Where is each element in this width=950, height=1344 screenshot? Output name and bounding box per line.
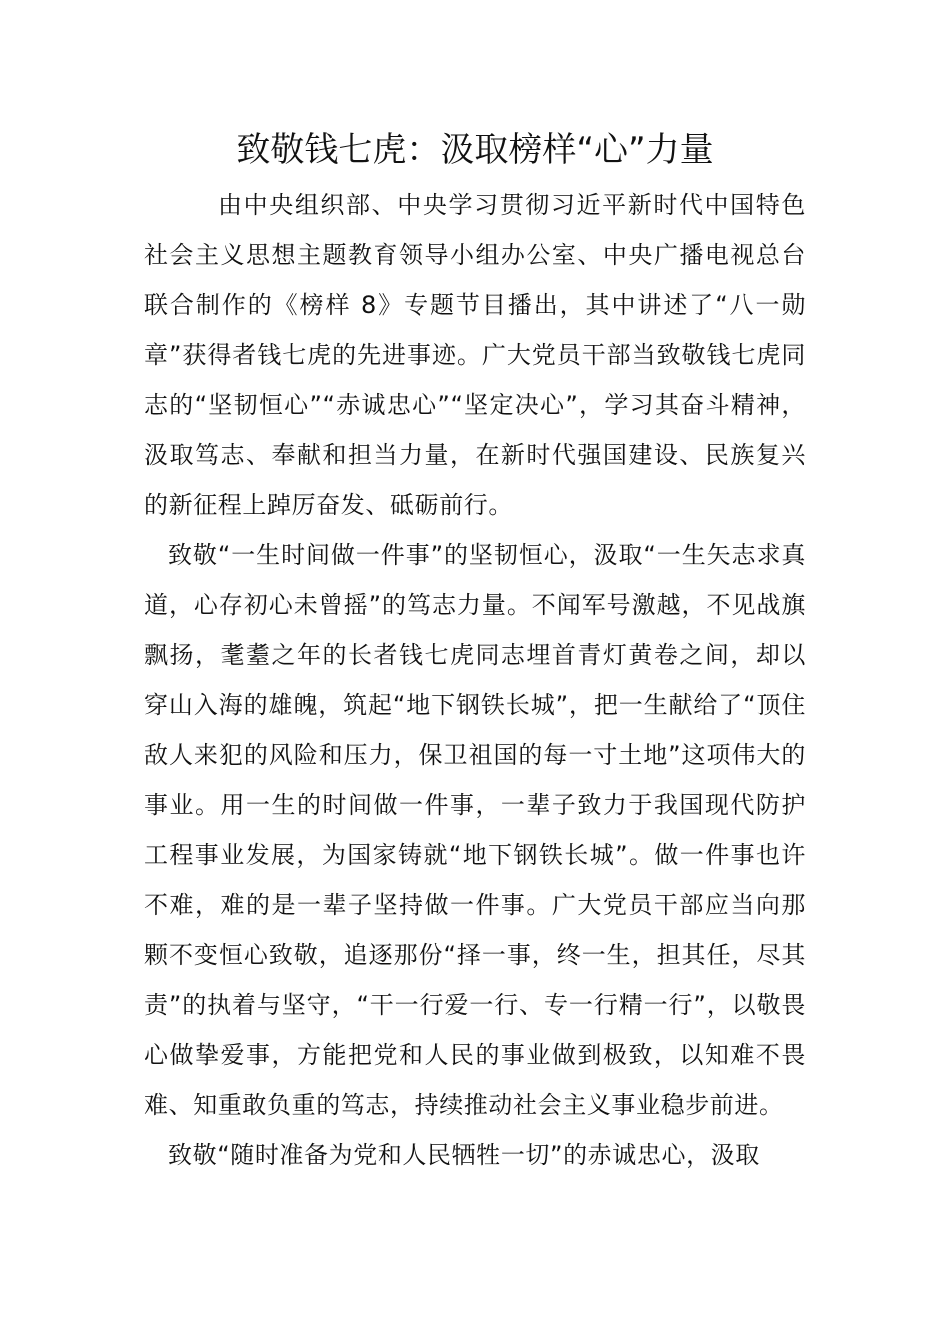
paragraph-perseverance: 致敬“一生时间做一件事”的坚韧恒心，汲取“一生矢志求真道，心存初心未曾摇”的笃志力量。不闻军号激越，不见战旗飘扬，耄耋之年的长者钱七虎同志埋首青灯黄卷之间，却以穿山入海的雄魄，筑起“地下钢铁长城”，把一生献给了“顶住敌人来犯的风险和压力，保卫祖国的每一寸土地”这项伟大的事业。用一生的时间做一件事，一辈子致力于我国现代防护工程事业发展，为国家铸就“地下钢铁长城”。做一件事也许不难，难的是一辈子坚持做一件事。广大党员干部应当向那颗不变恒心致敬，追逐那份“择一事，终一生，担其任，尽其责”的执着与坚守，“干一行爱一行、专一行精一行”，以敬畏心做挚爱事，方能把党和人民的事业做到极致，以知难不畏难、知重敢负重的笃志，持续推动社会主义事业稳步前进。	[144, 541, 806, 1119]
document-body	[144, 180, 806, 1180]
paragraph-intro: 由中央组织部、中央学习贯彻习近平新时代中国特色社会主义思想主题教育领导小组办公室、中央广播电视总台联合制作的《榜样 8》专题节目播出，其中讲述了“八一勋章”获得者钱七虎的先进事迹。广大党员干部当致敬钱七虎同志的“坚韧恒心”“赤诚忠心”“坚定决心”，学习其奋斗精神，汲取笃志、奉献和担当力量，在新时代强国建设、民族复兴的新征程上踔厉奋发、砥砺前行。	[144, 191, 806, 519]
document-title: 致敬钱七虎：汲取榜样“心”力量	[236, 130, 714, 170]
paragraph-loyalty: 致敬“随时准备为党和人民牺牲一切”的赤诚忠心，汲取	[168, 1141, 760, 1169]
